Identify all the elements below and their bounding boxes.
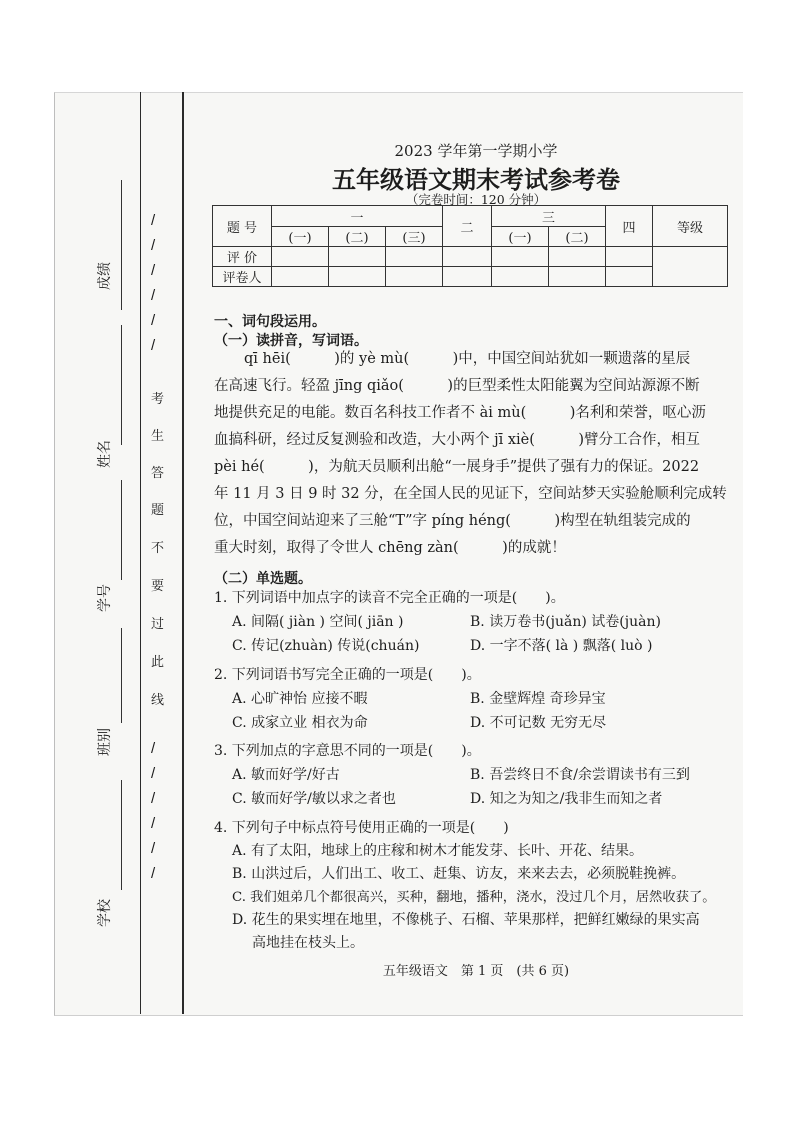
- school-field-line: [121, 780, 122, 890]
- option-b[interactable]: B. 山洪过后，人们出工、收工、赶集、访友，来来去去，必须脱鞋挽裤。: [232, 866, 686, 882]
- name-label: 姓名: [97, 440, 113, 468]
- margin-rule-right: [182, 92, 184, 1014]
- option-c[interactable]: C. 传记(zhuàn) 传说(chuán): [232, 638, 420, 654]
- table-cell[interactable]: [606, 267, 653, 287]
- table-cell[interactable]: [492, 267, 549, 287]
- subsection-title: （二）单选题。: [214, 571, 312, 587]
- table-header-one: 一: [272, 206, 443, 227]
- option-d[interactable]: D. 知之为知之/我非生而知之者: [470, 791, 663, 807]
- option-d[interactable]: D. 不可记数 无穷无尽: [470, 715, 607, 731]
- name-field-line: [121, 325, 122, 445]
- class-field-line: [121, 628, 122, 723]
- table-subheader: (二): [549, 227, 606, 247]
- option-a[interactable]: A. 敏而好学/好古: [232, 767, 340, 783]
- margin-notice-char: 过: [151, 617, 165, 632]
- student-number-field-line: [121, 480, 122, 580]
- table-cell[interactable]: [329, 247, 386, 267]
- margin-slash: /: [151, 337, 156, 354]
- table-cell[interactable]: [549, 267, 606, 287]
- table-subheader: (三): [386, 227, 443, 247]
- margin-slash: /: [151, 262, 156, 279]
- passage-line: 地提供充足的电能。数百名科技工作者不 ài mù( )名利和荣誉，呕心沥: [214, 405, 706, 421]
- option-c[interactable]: C. 我们姐弟几个都很高兴，买种，翻地，播种，浇水，没过几个月，居然收获了。: [232, 890, 716, 905]
- option-b[interactable]: B. 吾尝终日不食/余尝谓读书有三到: [470, 767, 690, 783]
- table-header-grade: 等级: [653, 206, 728, 247]
- option-d-continued: 高地挂在枝头上。: [252, 935, 364, 951]
- section-title: 一、词句段运用。: [214, 314, 326, 330]
- option-c[interactable]: C. 成家立业 相衣为命: [232, 715, 368, 731]
- table-subheader: (一): [272, 227, 329, 247]
- margin-slash: /: [151, 212, 156, 229]
- option-a[interactable]: A. 心旷神怡 应接不暇: [232, 691, 368, 707]
- margin-slash: /: [151, 865, 156, 882]
- student-number-label: 学号: [97, 584, 113, 612]
- option-b[interactable]: B. 读万卷书(juǎn) 试卷(juàn): [470, 614, 661, 630]
- year-line: 2023 学年第一学期小学: [394, 142, 558, 160]
- margin-notice-char: 题: [151, 503, 165, 518]
- table-row-label: 评 价: [213, 247, 272, 267]
- subsection-title: （一）读拼音，写词语。: [214, 333, 368, 349]
- table-subheader: (二): [329, 227, 386, 247]
- exam-duration: （完卷时间：120 分钟）: [405, 192, 547, 207]
- table-cell[interactable]: [443, 267, 492, 287]
- margin-notice-char: 答: [151, 466, 165, 481]
- margin-notice-char: 不: [151, 541, 165, 556]
- passage: [214, 346, 739, 562]
- table-cell[interactable]: [272, 247, 329, 267]
- passage-line: 血搞科研，经过反复测验和改造，大小两个 jī xiè( )臂分工合作，相互: [214, 432, 701, 448]
- table-row: [213, 247, 728, 267]
- passage-line: pèi hé( )，为航天员顺利出舱“一展身手”提供了强有力的保证。2022: [214, 459, 700, 475]
- margin-slash: /: [151, 815, 156, 832]
- option-d[interactable]: D. 花生的果实埋在地里，不像桃子、石榴、苹果那样，把鲜红嫩绿的果实高: [232, 912, 700, 928]
- question-stem: 1. 下列词语中加点字的读音不完全正确的一项是( )。: [214, 590, 565, 606]
- margin-slash: /: [151, 840, 156, 857]
- option-a[interactable]: A. 间隔( jiàn ) 空间( jiān ): [232, 614, 404, 630]
- table-cell[interactable]: [272, 267, 329, 287]
- question-stem: 3. 下列加点的字意思不同的一项是( )。: [214, 743, 481, 759]
- table-cell[interactable]: [386, 247, 443, 267]
- table-row-label: 评卷人: [213, 267, 272, 287]
- table-header-three: 三: [492, 206, 606, 227]
- margin-slash: /: [151, 237, 156, 254]
- score-label: 成绩: [97, 262, 113, 290]
- margin-slash: /: [151, 790, 156, 807]
- school-label: 学校: [97, 899, 113, 927]
- margin-slash: /: [151, 765, 156, 782]
- margin-notice-char: 线: [151, 693, 165, 708]
- passage-line: qī hēi( )的 yè mù( )中，中国空间站犹如一颗遗落的星辰: [244, 351, 691, 367]
- margin-slash: /: [151, 312, 156, 329]
- option-b[interactable]: B. 金壁辉煌 奇珍异宝: [470, 691, 606, 707]
- table-subheader: (一): [492, 227, 549, 247]
- table-cell[interactable]: [653, 247, 728, 287]
- table-header-four: 四: [606, 206, 653, 247]
- passage-line: 年 11 月 3 日 9 时 32 分，在全国人民的见证下，空间站梦天实验舱顺利完成转: [214, 486, 727, 502]
- option-d[interactable]: D. 一字不落( là ) 飘落( luò ): [470, 638, 653, 654]
- table-header-tihao: 题 号: [213, 206, 272, 247]
- table-cell[interactable]: [443, 247, 492, 267]
- score-table: [212, 205, 728, 287]
- margin-rule-left: [140, 92, 141, 1014]
- table-cell[interactable]: [492, 247, 549, 267]
- margin-notice-char: 考: [151, 392, 165, 407]
- page-footer: 五年级语文 第 1 页 (共 6 页): [382, 964, 570, 979]
- margin-notice-char: 此: [151, 655, 165, 670]
- table-cell[interactable]: [606, 247, 653, 267]
- margin-slash: /: [151, 287, 156, 304]
- passage-line: 重大时刻，取得了令世人 chēng zàn( )的成就！: [214, 540, 566, 556]
- score-field-line: [121, 180, 122, 310]
- question-stem: 4. 下列句子中标点符号使用正确的一项是( ): [214, 820, 509, 836]
- option-a[interactable]: A. 有了太阳，地球上的庄稼和树木才能发芽、长叶、开花、结果。: [232, 843, 644, 859]
- margin-slash: /: [151, 740, 156, 757]
- option-c[interactable]: C. 敏而好学/敏以求之者也: [232, 791, 396, 807]
- table-cell[interactable]: [329, 267, 386, 287]
- table-cell[interactable]: [549, 247, 606, 267]
- margin-notice-char: 要: [151, 579, 165, 594]
- table-cell[interactable]: [386, 267, 443, 287]
- table-header-two: 二: [443, 206, 492, 247]
- exam-title: 五年级语文期末考试参考卷: [332, 166, 620, 194]
- question-stem: 2. 下列词语书写完全正确的一项是( )。: [214, 667, 481, 683]
- passage-line: 在高速飞行。轻盈 jīng qiǎo( )的巨型柔性太阳能翼为空间站源源不断: [214, 378, 700, 394]
- table-row: [213, 267, 728, 287]
- passage-line: 位，中国空间站迎来了三舱“T”字 píng héng( )构型在轨组装完成的: [214, 513, 691, 529]
- margin-notice-char: 生: [151, 429, 165, 444]
- class-label: 班别: [97, 728, 113, 756]
